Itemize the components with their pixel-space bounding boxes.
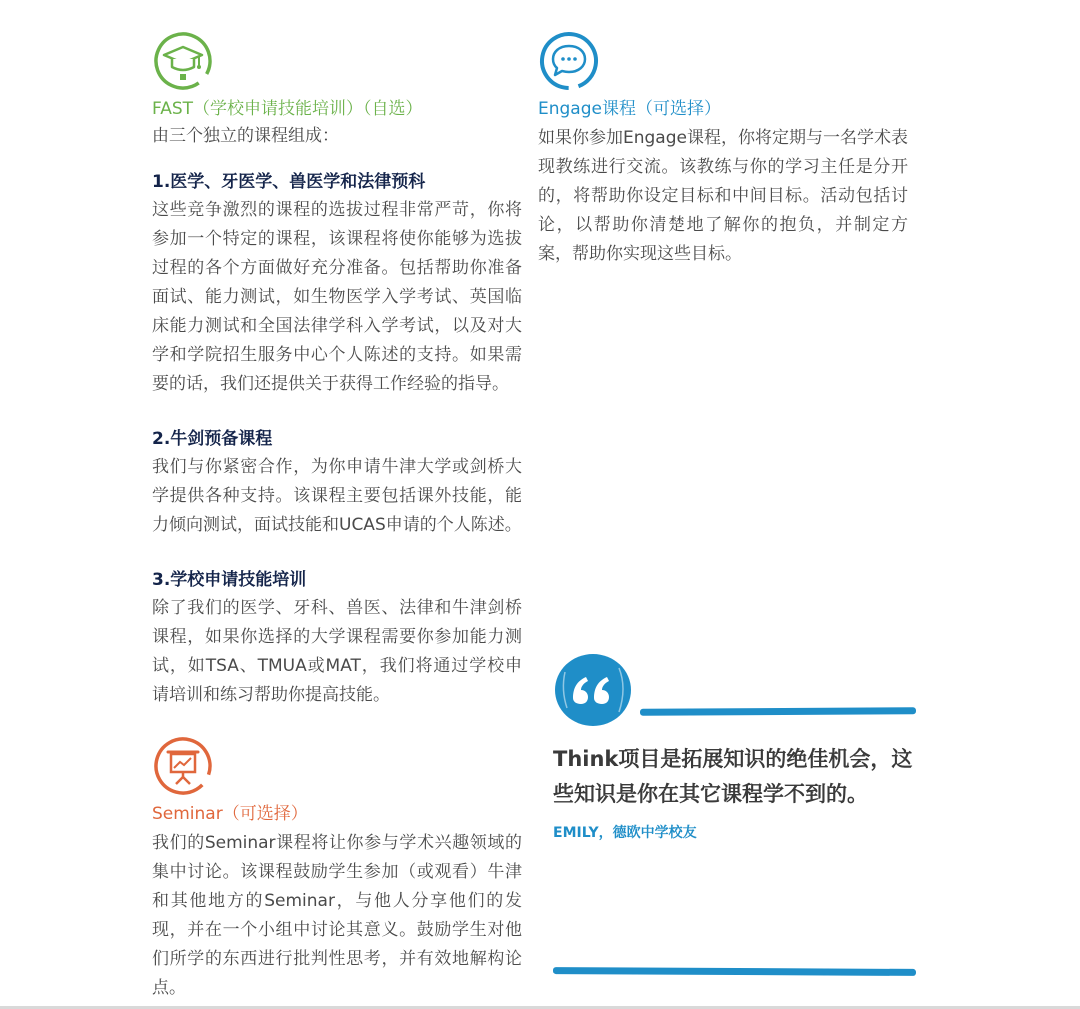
fast-item-2-title: 2.牛剑预备课程	[152, 429, 273, 449]
fast-item-1-body: 这些竞争激烈的课程的选拔过程非常严苛，你将参加一个特定的课程，该课程将使你能够为选拔过程的各个方面做好充分准备。包括帮助你准备面试、能力测试，如生物医学入学考试、英国临床能力测试和全国法律学科入学考试，以及对大学和学院招生服务中心个人陈述的支持。如果需要的话，我们还提供关于获得工作经验的指导。	[152, 200, 522, 394]
engage-heading: Engage课程（可选择）	[538, 99, 721, 119]
engage-section	[538, 30, 908, 269]
fast-item-3-title: 3.学校申请技能培训	[152, 570, 307, 590]
presentation-board-icon	[152, 735, 214, 797]
quote-rule-top	[640, 707, 916, 715]
quote-rule-bottom	[553, 967, 916, 976]
quote-text: Think项目是拓展知识的绝佳机会，这些知识是你在其它课程学不到的。	[553, 747, 913, 806]
fast-item-3-body: 除了我们的医学、牙科、兽医、法律和牛津剑桥课程，如果你选择的大学课程需要你参加能力测试，如TSA、TMUA或MAT，我们将通过学校申请培训和练习帮助你提高技能。	[152, 598, 522, 705]
fast-item-2-body: 我们与你紧密合作，为你申请牛津大学或剑桥大学提供各种支持。该课程主要包括课外技能，能力倾向测试，面试技能和UCAS申请的个人陈述。	[152, 457, 522, 535]
quote-author: EMILY，德欧中学校友	[553, 825, 697, 841]
fast-heading: FAST（学校申请技能培训）（自选）	[152, 99, 423, 119]
graduation-cap-icon	[152, 30, 214, 92]
seminar-body: 我们的Seminar课程将让你参与学术兴趣领域的集中讨论。该课程鼓励学生参加（或观看）牛津和其他地方的Seminar，与他人分享他们的发现，并在一个小组中讨论其意义。鼓励学生对他们所学的东西进行批判性思考，并有效地解构论点。	[152, 833, 522, 998]
fast-section	[152, 30, 522, 710]
seminar-section	[152, 735, 522, 1003]
chat-bubble-icon	[538, 30, 600, 92]
fast-intro: 由三个独立的课程组成：	[152, 126, 339, 146]
quotation-mark-icon	[553, 652, 637, 728]
fast-item-1-title: 1.医学、牙医学、兽医学和法律预科	[152, 172, 426, 192]
seminar-heading: Seminar（可选择）	[152, 804, 308, 824]
engage-body: 如果你参加Engage课程，你将定期与一名学术表现教练进行交流。该教练与你的学习主任是分开的，将帮助你设定目标和中间目标。活动包括讨论，以帮助你清楚地了解你的抱负，并制定方案，帮助你实现这些目标。	[538, 128, 908, 264]
